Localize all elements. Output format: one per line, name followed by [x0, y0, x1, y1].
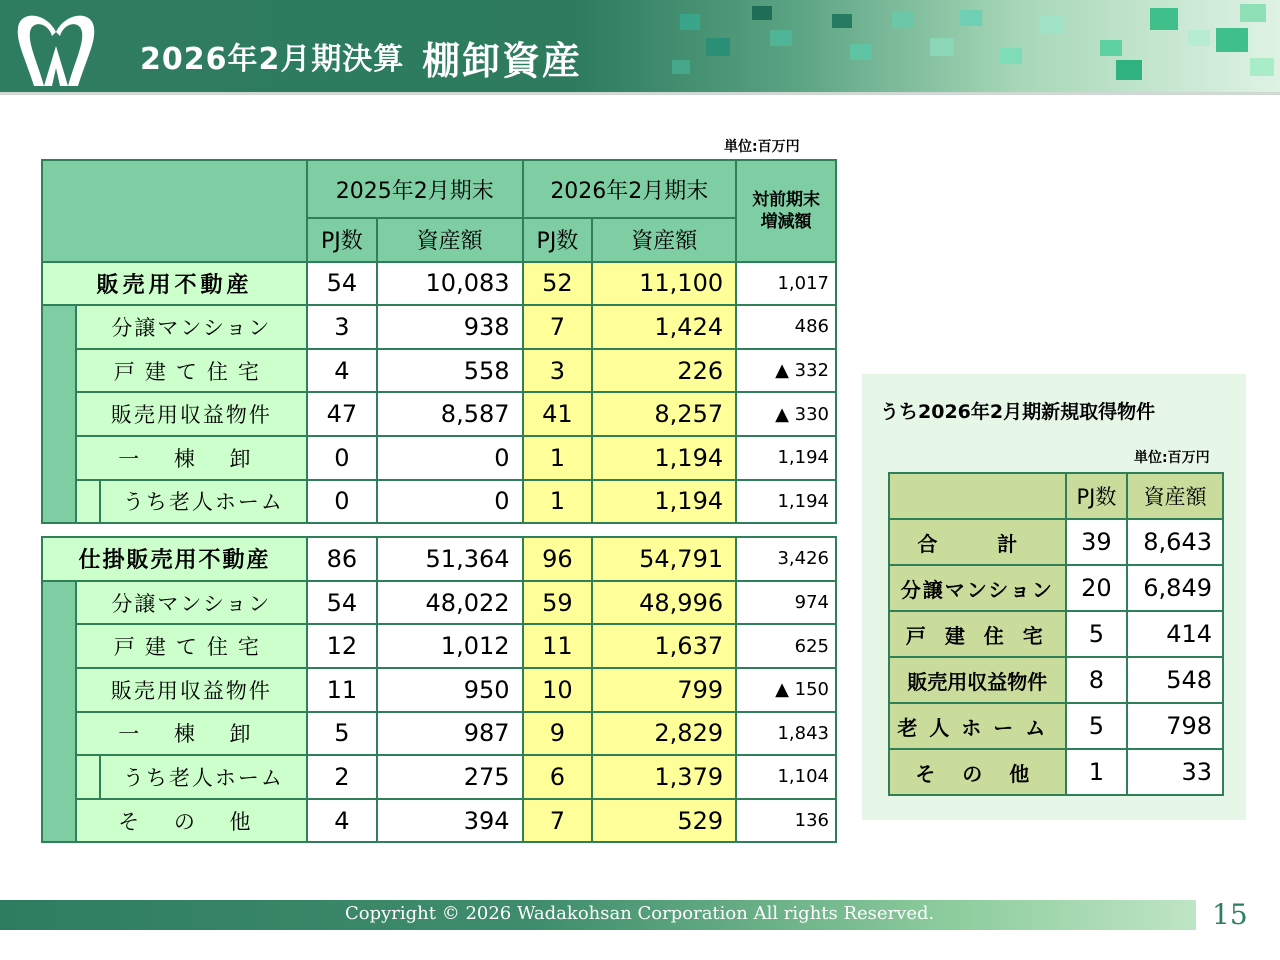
- cell-diff: 1,194: [736, 436, 836, 480]
- cell-amt-prev: 558: [377, 349, 523, 393]
- cell-diff: 1,104: [736, 755, 836, 799]
- cell-pj-prev: 86: [307, 537, 377, 581]
- header-year-curr: 2026年2月期末: [523, 160, 737, 218]
- page-subtitle: 棚卸資産: [422, 39, 583, 83]
- section-gap: [42, 523, 836, 537]
- decor-square: [1040, 16, 1064, 34]
- header-change-line2: 増減額: [760, 211, 812, 232]
- header-change: [736, 160, 836, 262]
- indent-cell: [42, 799, 76, 843]
- new-acquisitions-table: [888, 472, 1224, 796]
- cell-amt-curr: 1,424: [592, 305, 736, 349]
- cell-amt-curr: 8,257: [592, 392, 736, 436]
- cell-pj-prev: 4: [307, 349, 377, 393]
- header-pj-prev: PJ数: [307, 218, 377, 262]
- decor-square: [1000, 48, 1022, 64]
- decor-square: [752, 6, 772, 20]
- cell-amt-prev: 950: [377, 668, 523, 712]
- decor-square: [832, 14, 852, 28]
- indent-cell: [42, 668, 76, 712]
- indent-cell: [42, 712, 76, 756]
- cell-amt-prev: 987: [377, 712, 523, 756]
- cell-amt-curr: 1,194: [592, 480, 736, 524]
- cell-amt-curr: 529: [592, 799, 736, 843]
- row-label: 一 棟 卸: [76, 436, 307, 480]
- cell-amt-prev: 394: [377, 799, 523, 843]
- cell-amt-curr: 1,379: [592, 755, 736, 799]
- cell-amt: 548: [1127, 657, 1223, 703]
- decor-square: [1216, 28, 1248, 52]
- cell-amt-curr: 11,100: [592, 262, 736, 306]
- cell-pj-curr: 6: [523, 755, 593, 799]
- cell-amt-curr: 799: [592, 668, 736, 712]
- indent-cell: [42, 581, 76, 625]
- cell-pj-prev: 5: [307, 712, 377, 756]
- cell-amt-curr: 54,791: [592, 537, 736, 581]
- cell-pj-prev: 0: [307, 480, 377, 524]
- header-divider: [0, 92, 1280, 95]
- unit-label: 単位:百万円: [724, 139, 800, 155]
- header-year-prev: 2025年2月期末: [307, 160, 523, 218]
- cell-pj-curr: 1: [523, 436, 593, 480]
- cell-amt: 798: [1127, 703, 1223, 749]
- decor-square: [892, 12, 914, 28]
- table-row: [889, 611, 1223, 657]
- decor-square: [1116, 60, 1142, 80]
- sub-header-pj: PJ数: [1066, 473, 1128, 519]
- cell-diff: ▲ 330: [736, 392, 836, 436]
- cell-amt-prev: 51,364: [377, 537, 523, 581]
- cell-diff: 1,843: [736, 712, 836, 756]
- cell-pj: 8: [1066, 657, 1128, 703]
- cell-amt-prev: 0: [377, 480, 523, 524]
- row-label: 分譲マンション: [889, 565, 1066, 611]
- header-amt-prev: 資産額: [377, 218, 523, 262]
- table-row: [42, 537, 836, 581]
- row-label: 戸建て住宅: [76, 624, 307, 668]
- row-label: 販売用収益物件: [76, 392, 307, 436]
- page-title: 2026年2月期決算: [140, 42, 405, 77]
- cell-diff: 625: [736, 624, 836, 668]
- cell-pj-prev: 12: [307, 624, 377, 668]
- cell-amt-curr: 2,829: [592, 712, 736, 756]
- cell-amt-prev: 938: [377, 305, 523, 349]
- table-row: [42, 436, 836, 480]
- table-row: [42, 262, 836, 306]
- decor-square: [680, 14, 700, 30]
- cell-diff: 1,194: [736, 480, 836, 524]
- decor-square: [1150, 8, 1178, 30]
- cell-pj-prev: 11: [307, 668, 377, 712]
- row-label: 分譲マンション: [76, 581, 307, 625]
- sub-header-blank: [889, 473, 1066, 519]
- cell-pj-curr: 10: [523, 668, 593, 712]
- row-label: そ の 他: [76, 799, 307, 843]
- row-label: 分譲マンション: [76, 305, 307, 349]
- row-label: そ の 他: [889, 749, 1066, 795]
- indent-cell: [42, 624, 76, 668]
- header-pj-curr: PJ数: [523, 218, 593, 262]
- cell-pj-prev: 54: [307, 262, 377, 306]
- page-number: 15: [1212, 898, 1248, 931]
- cell-amt-curr: 226: [592, 349, 736, 393]
- cell-pj-curr: 1: [523, 480, 593, 524]
- cell-pj-curr: 52: [523, 262, 593, 306]
- gap-cell: [42, 523, 836, 537]
- indent-cell: [42, 436, 76, 480]
- cell-pj-prev: 0: [307, 436, 377, 480]
- indent-cell: [42, 480, 76, 524]
- row-label: うち老人ホーム: [100, 480, 307, 524]
- row-label: うち老人ホーム: [100, 755, 307, 799]
- header-banner: [0, 0, 1280, 92]
- cell-diff: ▲ 150: [736, 668, 836, 712]
- inventory-table: [41, 159, 837, 843]
- decor-square: [1250, 58, 1274, 76]
- row-label: 販売用収益物件: [76, 668, 307, 712]
- table-row: [889, 565, 1223, 611]
- cell-pj: 39: [1066, 519, 1128, 565]
- indent-cell: [76, 480, 100, 524]
- cell-amt-curr: 1,194: [592, 436, 736, 480]
- table-row: [42, 712, 836, 756]
- cell-diff: 3,426: [736, 537, 836, 581]
- indent-cell: [42, 305, 76, 349]
- indent-cell: [76, 755, 100, 799]
- decor-square: [1100, 40, 1122, 56]
- table-row: [889, 519, 1223, 565]
- decor-square: [850, 44, 872, 60]
- cell-amt: 414: [1127, 611, 1223, 657]
- cell-diff: 1,017: [736, 262, 836, 306]
- indent-cell: [42, 349, 76, 393]
- table-row: [42, 755, 836, 799]
- decor-square: [1188, 30, 1210, 46]
- decor-square: [960, 10, 982, 26]
- cell-amt-prev: 1,012: [377, 624, 523, 668]
- cell-diff: 136: [736, 799, 836, 843]
- copyright-text: Copyright © 2026 Wadakohsan Corporation All rights Reserved.: [345, 903, 935, 924]
- cell-pj-prev: 3: [307, 305, 377, 349]
- cell-pj: 5: [1066, 703, 1128, 749]
- table-row: [889, 657, 1223, 703]
- header-amt-curr: 資産額: [592, 218, 736, 262]
- row-label: 戸建て住宅: [76, 349, 307, 393]
- table-row: [42, 305, 836, 349]
- row-label: 販売用収益物件: [889, 657, 1066, 703]
- indent-cell: [42, 755, 76, 799]
- cell-pj-curr: 96: [523, 537, 593, 581]
- cell-amt-prev: 275: [377, 755, 523, 799]
- header-blank: [42, 160, 307, 262]
- panel-unit-label: 単位:百万円: [1134, 450, 1210, 466]
- cell-pj-curr: 59: [523, 581, 593, 625]
- cell-pj-curr: 11: [523, 624, 593, 668]
- cell-pj-prev: 54: [307, 581, 377, 625]
- cell-pj-curr: 41: [523, 392, 593, 436]
- row-label: 老人ホーム: [889, 703, 1066, 749]
- table-row: [42, 349, 836, 393]
- table-row: [42, 392, 836, 436]
- indent-cell: [42, 392, 76, 436]
- cell-diff: 486: [736, 305, 836, 349]
- cell-amt-prev: 48,022: [377, 581, 523, 625]
- row-label: 一 棟 卸: [76, 712, 307, 756]
- cell-pj: 1: [1066, 749, 1128, 795]
- cell-pj: 5: [1066, 611, 1128, 657]
- decor-square: [1240, 4, 1266, 22]
- header-change-line1: 対前期末: [752, 189, 821, 210]
- table-row: [42, 799, 836, 843]
- cell-amt: 6,849: [1127, 565, 1223, 611]
- cell-pj-curr: 3: [523, 349, 593, 393]
- row-label: 合 計: [889, 519, 1066, 565]
- table-row: [42, 624, 836, 668]
- sub-header-amt: 資産額: [1127, 473, 1223, 519]
- row-label: 仕掛販売用不動産: [42, 537, 307, 581]
- cell-pj-curr: 7: [523, 799, 593, 843]
- cell-pj-curr: 9: [523, 712, 593, 756]
- table-row: [42, 480, 836, 524]
- cell-amt-prev: 8,587: [377, 392, 523, 436]
- cell-amt-curr: 48,996: [592, 581, 736, 625]
- table-row: [42, 668, 836, 712]
- cell-pj-prev: 47: [307, 392, 377, 436]
- cell-amt-prev: 0: [377, 436, 523, 480]
- decor-square: [672, 60, 690, 74]
- table-row: [889, 749, 1223, 795]
- decor-square: [770, 30, 792, 46]
- cell-amt: 8,643: [1127, 519, 1223, 565]
- table-row: [42, 581, 836, 625]
- cell-diff: 974: [736, 581, 836, 625]
- cell-pj-prev: 4: [307, 799, 377, 843]
- cell-pj: 20: [1066, 565, 1128, 611]
- cell-amt-prev: 10,083: [377, 262, 523, 306]
- decor-square: [930, 38, 954, 56]
- cell-amt-curr: 1,637: [592, 624, 736, 668]
- panel-title: うち2026年2月期新規取得物件: [880, 401, 1156, 423]
- cell-pj-prev: 2: [307, 755, 377, 799]
- cell-pj-curr: 7: [523, 305, 593, 349]
- cell-diff: ▲ 332: [736, 349, 836, 393]
- row-label: 戸 建 住 宅: [889, 611, 1066, 657]
- row-label: 販売用不動産: [42, 262, 307, 306]
- wadakohsan-w-logo-icon: [10, 6, 102, 90]
- table-row: [889, 703, 1223, 749]
- cell-amt: 33: [1127, 749, 1223, 795]
- decor-square: [706, 38, 730, 56]
